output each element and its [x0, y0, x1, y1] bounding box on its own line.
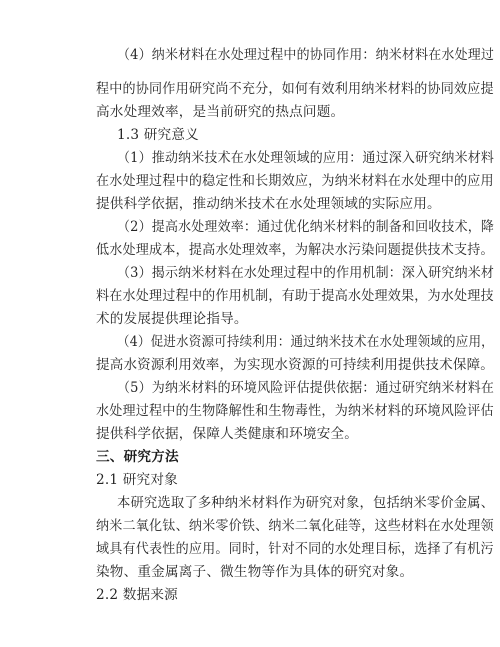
- paragraph-line: 术的发展提供理论指导。: [96, 311, 248, 327]
- paragraph-line: 在水处理过程中的稳定性和长期效应，为纳米材料在水处理中的应用: [96, 173, 494, 189]
- paragraph-line: 提高水资源利用效率，为实现水资源的可持续利用提供技术保障。: [96, 357, 495, 373]
- paragraph-line: 低水处理成本，提高水处理效率，为解决水污染问题提供技术支持。: [96, 242, 494, 258]
- paragraph-line: 程中的协同作用研究尚不充分，如何有效利用纳米材料的协同效应提: [96, 81, 494, 97]
- paragraph-line: （5）为纳米材料的环境风险评估提供依据：通过研究纳米材料在: [117, 380, 495, 396]
- paragraph-line: （3）揭示纳米材料在水处理过程中的作用机制：深入研究纳米材: [117, 265, 495, 281]
- paragraph-line: （4）促进水资源可持续利用：通过纳米技术在水处理领域的应用，: [117, 334, 494, 350]
- chapter-heading: 三、研究方法: [96, 449, 179, 465]
- paragraph-line: （2）提高水处理效率：通过优化纳米材料的制备和回收技术，降: [117, 219, 495, 235]
- paragraph-line: 染物、重金属离子、微生物等作为具体的研究对象。: [96, 564, 414, 580]
- paragraph-line: 高水处理效率，是当前研究的热点问题。: [96, 104, 345, 120]
- section-heading: 2.1 研究对象: [96, 472, 178, 488]
- paragraph-line: （4）纳米材料在水处理过程中的协同作用：纳米材料在水处理过: [117, 47, 495, 63]
- paragraph-line: 提供科学依据，保障人类健康和环境安全。: [96, 426, 359, 442]
- paragraph-line: 本研究选取了多种纳米材料作为研究对象，包括纳米零价金属、: [117, 495, 495, 511]
- paragraph-line: 料在水处理过程中的作用机制，有助于提高水处理效果，为水处理技: [96, 288, 494, 304]
- paragraph-line: 纳米二氧化钛、纳米零价铁、纳米二氧化硅等，这些材料在水处理领: [96, 518, 494, 534]
- paragraph-line: 域具有代表性的应用。同时，针对不同的水处理目标，选择了有机污: [96, 541, 494, 557]
- paragraph-line: （1）推动纳米技术在水处理领域的应用：通过深入研究纳米材料: [117, 150, 495, 166]
- paragraph-line: 提供科学依据，推动纳米技术在水处理领域的实际应用。: [96, 196, 441, 212]
- paragraph-line: 水处理过程中的生物降解性和生物毒性，为纳米材料的环境风险评估: [96, 403, 494, 419]
- section-heading: 1.3 研究意义: [117, 127, 199, 143]
- section-heading: 2.2 数据来源: [96, 587, 178, 603]
